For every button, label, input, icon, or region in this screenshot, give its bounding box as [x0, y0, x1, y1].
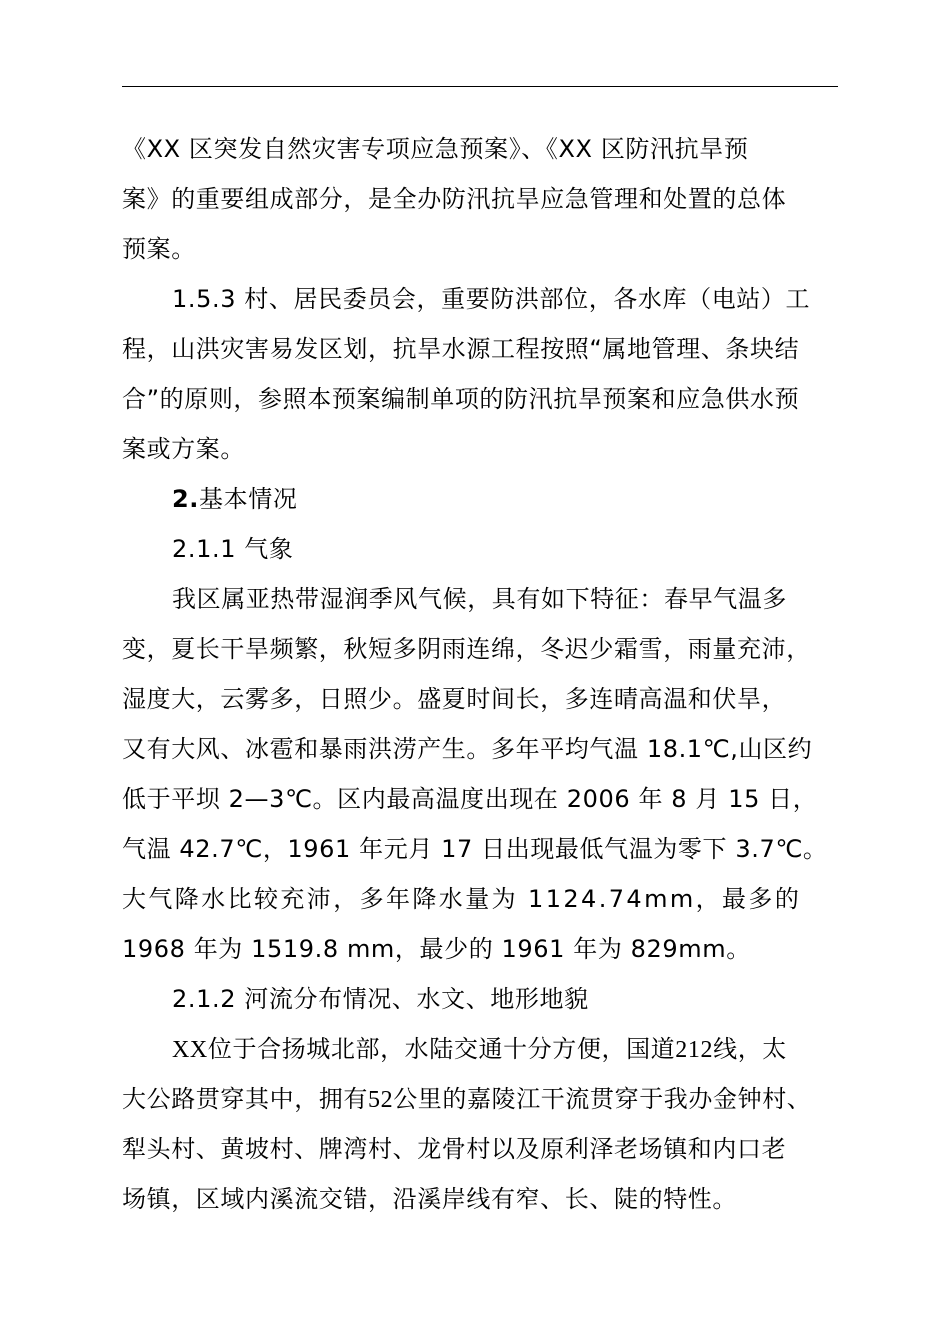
body-line: 湿度大，云雾多，日照少。盛夏时间长，多连晴高温和伏旱， [122, 685, 787, 713]
body-line: 案》的重要组成部分，是全办防汛抗旱应急管理和处置的总体 [122, 185, 787, 213]
road-number: 212 [675, 1037, 714, 1063]
body-line: 场镇，区域内溪流交错，沿溪岸线有窄、长、陡的特性。 [122, 1185, 737, 1213]
body-line: 又有大风、冰雹和暴雨洪涝产生。多年平均气温 18.1℃,山区约 [122, 735, 813, 763]
body-line: 我区属亚热带湿润季风气候，具有如下特征：春早气温多 [172, 585, 787, 613]
body-line [172, 1034, 912, 1065]
section-number: 2. [172, 485, 200, 513]
section-heading [172, 484, 912, 514]
distance-number: 52 [368, 1087, 394, 1113]
place-name: XX [172, 1037, 208, 1063]
text-run: 公里的嘉陵江干流贯穿于我办金钟村、 [393, 1085, 812, 1113]
text-run: 线，太 [713, 1035, 787, 1063]
body-line: 程，山洪灾害易发区划，抗旱水源工程按照“属地管理、条块结 [122, 335, 800, 363]
body-line: 犁头村、黄坡村、牌湾村、龙骨村以及原利泽老场镇和内口老 [122, 1135, 787, 1163]
subsection-heading: 2.1.1 气象 [172, 535, 294, 563]
body-line: 1968 年为 1519.8 mm，最少的 1961 年为 829mm。 [122, 935, 751, 963]
header-rule [122, 86, 838, 87]
body-line: 预案。 [122, 235, 196, 263]
text-run: 大公路贯穿其中，拥有 [122, 1085, 368, 1113]
body-line: 低于平坝 2—3℃。区内最高温度出现在 2006 年 8 月 15 日， [122, 785, 818, 813]
body-line: 案或方案。 [122, 435, 245, 463]
body-line: 变，夏长干旱频繁，秋短多阴雨连绵，冬迟少霜雪，雨量充沛， [122, 635, 811, 663]
body-line: 《XX 区突发自然灾害专项应急预案》、《XX 区防汛抗旱预 [122, 135, 749, 163]
section-title: 基本情况 [199, 485, 298, 513]
text-run: 位于合扬城北部，水陆交通十分方便，国道 [207, 1035, 676, 1063]
body-line: 1.5.3 村、居民委员会，重要防洪部位，各水库（电站）工 [172, 285, 811, 313]
body-line: 大气降水比较充沛，多年降水量为 1124.74mm，最多的 [122, 885, 802, 913]
body-line [122, 1084, 862, 1115]
subsection-heading: 2.1.2 河流分布情况、水文、地形地貌 [172, 985, 589, 1013]
body-line: 合”的原则，参照本预案编制单项的防汛抗旱预案和应急供水预 [122, 385, 800, 413]
body-line: 气温 42.7℃，1961 年元月 17 日出现最低气温为零下 3.7℃。 [122, 835, 828, 863]
